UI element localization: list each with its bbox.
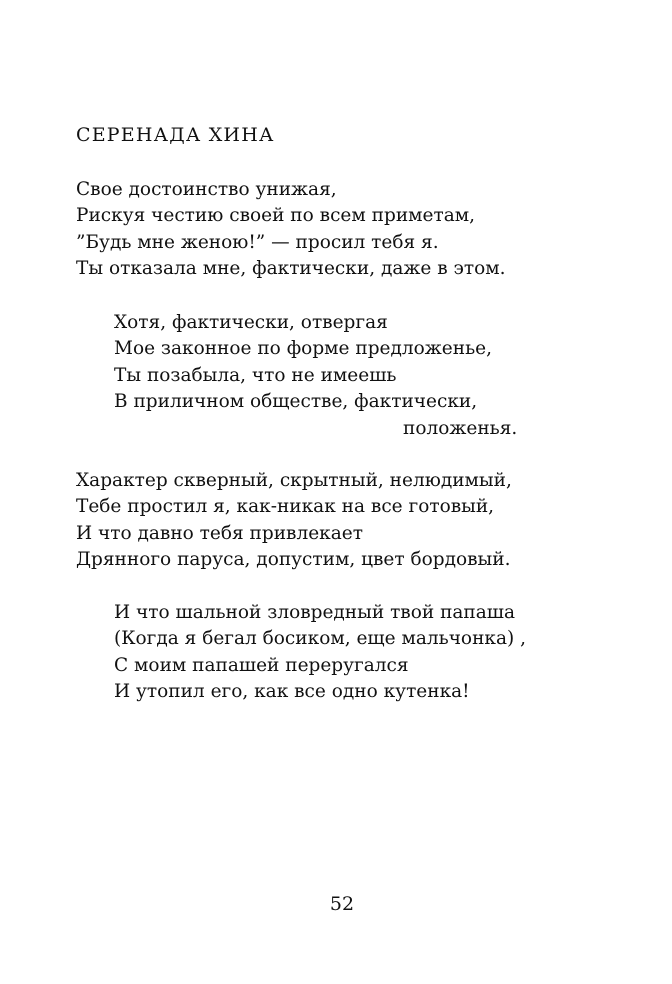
poem-line: И что шальной зловредный твой папаша	[114, 602, 516, 623]
poem-line: (Когда я бегал босиком, еще мальчонка) ,	[114, 628, 526, 649]
poem-line: В приличном обществе, фактически,	[114, 391, 478, 412]
page-number: 52	[329, 893, 355, 915]
poem-line: Свое достоинство унижая,	[76, 179, 337, 200]
poem-line: Тебе простил я, как-никак на все готовый,	[76, 496, 495, 517]
poem-title: СЕРЕНАДА ХИНА	[76, 124, 275, 146]
poem-line: ”Будь мне женою!” — просил тебя я.	[76, 232, 439, 253]
poem-line: Мое законное по форме предложенье,	[114, 338, 492, 359]
poem-line: И что давно тебя привлекает	[76, 523, 363, 544]
poem-line: Рискуя честию своей по всем приметам,	[76, 205, 476, 226]
poem-line-continuation: положенья.	[403, 418, 518, 439]
poem-line: Характер скверный, скрытный, нелюдимый,	[76, 470, 512, 491]
poem-line: Хотя, фактически, отвергая	[114, 312, 388, 333]
poem-line: Ты позабыла, что не имеешь	[114, 365, 397, 386]
poem-line: С моим папашей переругался	[114, 655, 409, 676]
poem-line: Ты отказала мне, фактически, даже в этом.	[76, 258, 506, 279]
poem-line: И утопил его, как все одно кутенка!	[114, 681, 470, 702]
poem-line: Дрянного паруса, допустим, цвет бордовый.	[76, 549, 511, 570]
